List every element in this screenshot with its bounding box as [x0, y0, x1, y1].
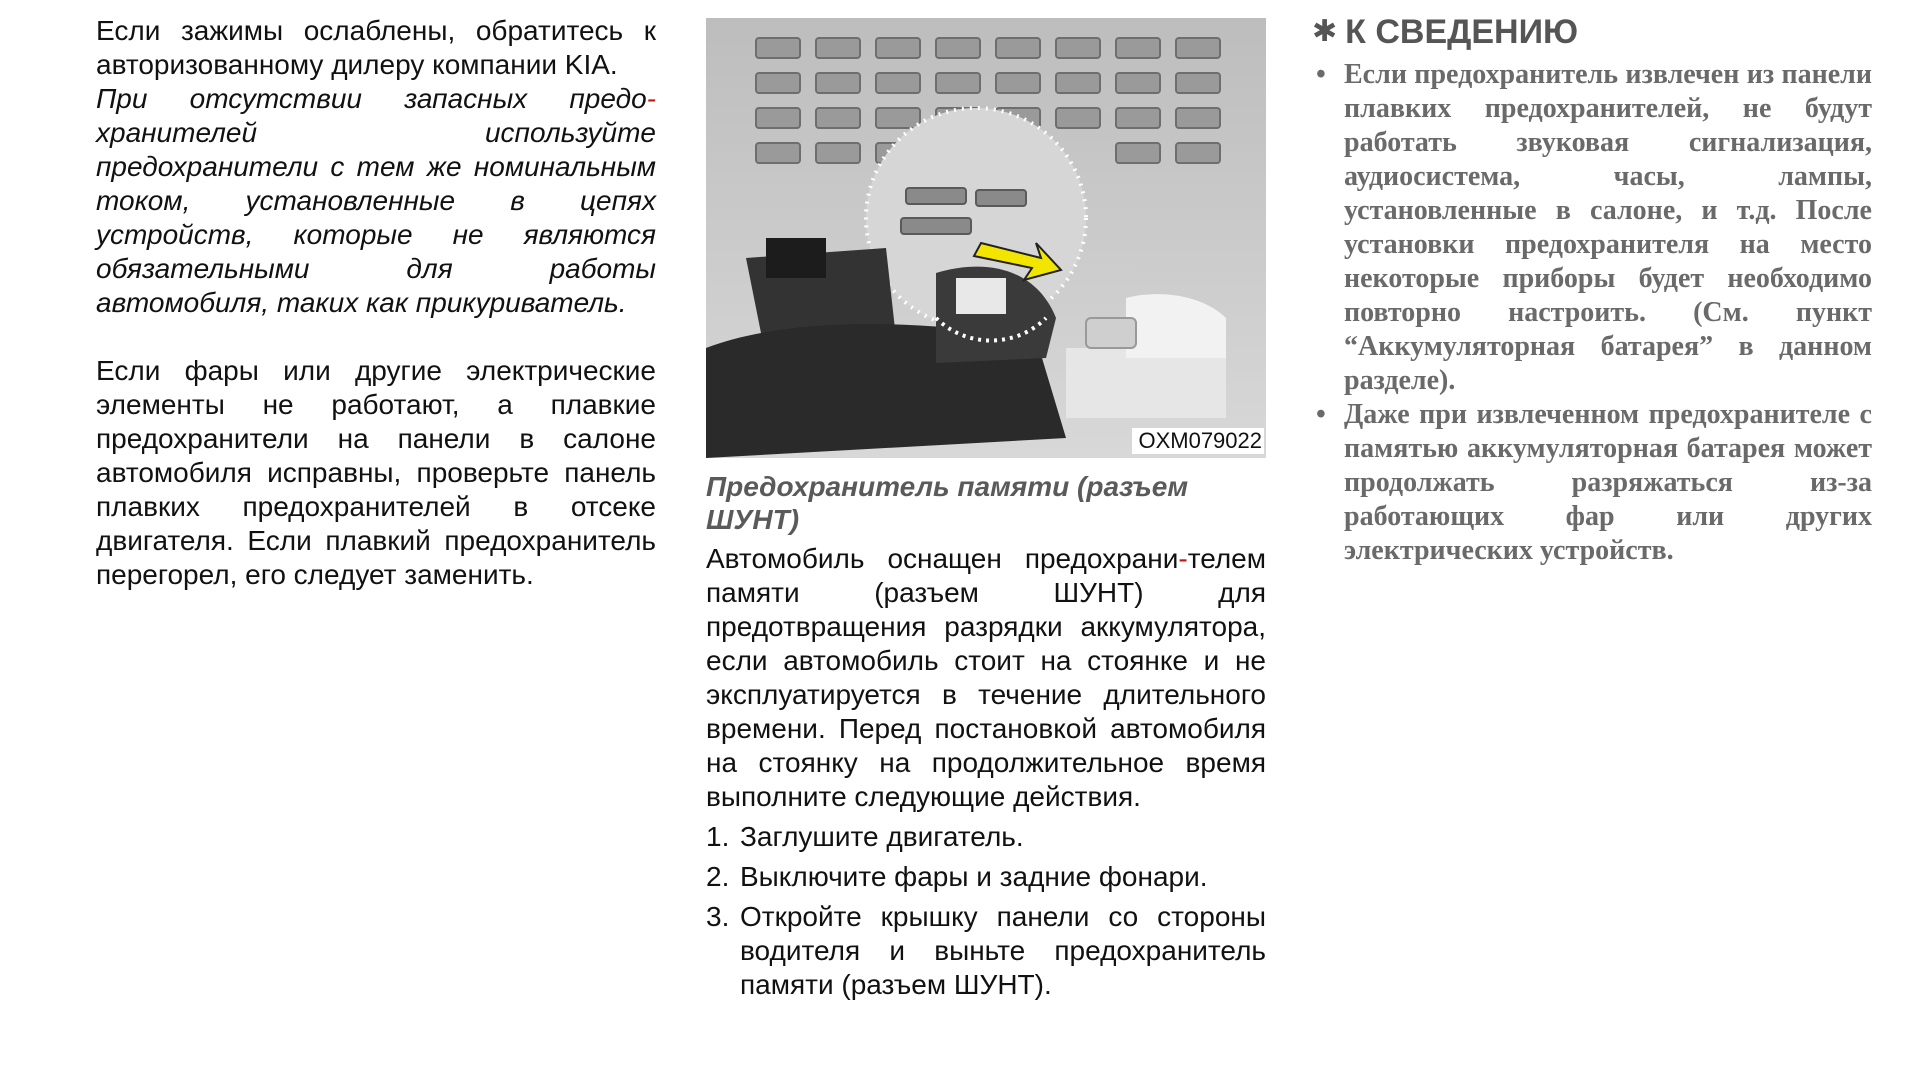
steps-list: [706, 820, 1266, 1002]
middle-column: [706, 18, 1266, 1008]
bullet-icon: •: [1316, 59, 1326, 90]
right-column: [1312, 10, 1872, 568]
note-heading: [1312, 10, 1872, 54]
step-text: Заглушите двигатель.: [740, 821, 1024, 852]
paragraph-loose-clamps: Если зажимы ослаблены, обратитесь к авторизованному дилеру компании KIA.: [96, 15, 656, 80]
memory-fuse-text-a: Автомобиль оснащен предохрани: [706, 543, 1179, 574]
note-bullet-text: Если предохранитель извлечен из панели плавких предохранителей, не будут работать звуковая сигнализация, аудиосистема, часы, лампы, установленные в салоне, и т.д. После установки предохранителя на место некоторые приборы будет необходимо повторно настроить. (См. пункт “Аккумуляторная батарея” в данном разделе).: [1344, 59, 1872, 396]
step-item: [706, 820, 1266, 854]
bullet-icon: •: [1316, 399, 1326, 430]
note-bullet-item: [1312, 398, 1872, 568]
step-number: 1.: [706, 821, 730, 852]
note-bullets: [1312, 58, 1872, 568]
paragraph-headlights: Если фары или другие электрические элементы не работают, а плавкие предохранители на панели в салоне автомобиля исправны, проверьте панель плавких предохранителей в отсеке двигателя. Если плавкий предохранитель перегорел, его следует заменить.: [96, 355, 656, 590]
left-column: [96, 14, 656, 592]
step-text: Откройте крышку панели со стороны водителя и выньте предохранитель памяти (разъем ШУНТ).: [740, 901, 1266, 1000]
note-bullet-text: Даже при извлеченном предохранителе с памятью аккумуляторная батарея может продолжать разряжаться из-за работающих фар или других электрических устройств.: [1344, 399, 1872, 566]
photo-caption: Предохранитель памяти (разъем ШУНТ): [706, 471, 1189, 535]
step-text: Выключите фары и задние фонари.: [740, 861, 1208, 892]
step-number: 3.: [706, 901, 730, 932]
fuse-panel-illustration: [706, 18, 1266, 458]
paragraph-memory-fuse: [706, 542, 1266, 814]
spare-fuses-text-a: При отсутствии запасных предо: [96, 83, 647, 114]
note-bullet-item: [1312, 58, 1872, 398]
step-number: 2.: [706, 861, 730, 892]
photo-code-label: OXM079022: [1132, 428, 1264, 454]
asterisk-icon: ✱: [1312, 15, 1338, 48]
fuse-panel-photo: [706, 18, 1266, 458]
hyphen-mark: -: [646, 83, 656, 114]
note-title-text: К СВЕДЕНИЮ: [1345, 13, 1579, 51]
step-item: [706, 900, 1266, 1002]
step-item: [706, 860, 1266, 894]
spare-fuses-text-b: хранителей используйте предохранители с тем же номинальным током, установленные в цепях устройств, которые не являются обязательными для работы автомобиля, таких как прикуриватель.: [96, 117, 656, 318]
memory-fuse-text-b: телем памяти (разъем ШУНТ) для предотвращения разрядки аккумулятора, если автомобиль стоит на стоянке и не эксплуатируется в течение длительного времени. Перед постановкой автомобиля на стоянку на продолжительное время выполните следующие действия.: [706, 543, 1266, 812]
paragraph-spare-fuses: [96, 82, 656, 320]
hyphen-mark: -: [1178, 543, 1188, 574]
